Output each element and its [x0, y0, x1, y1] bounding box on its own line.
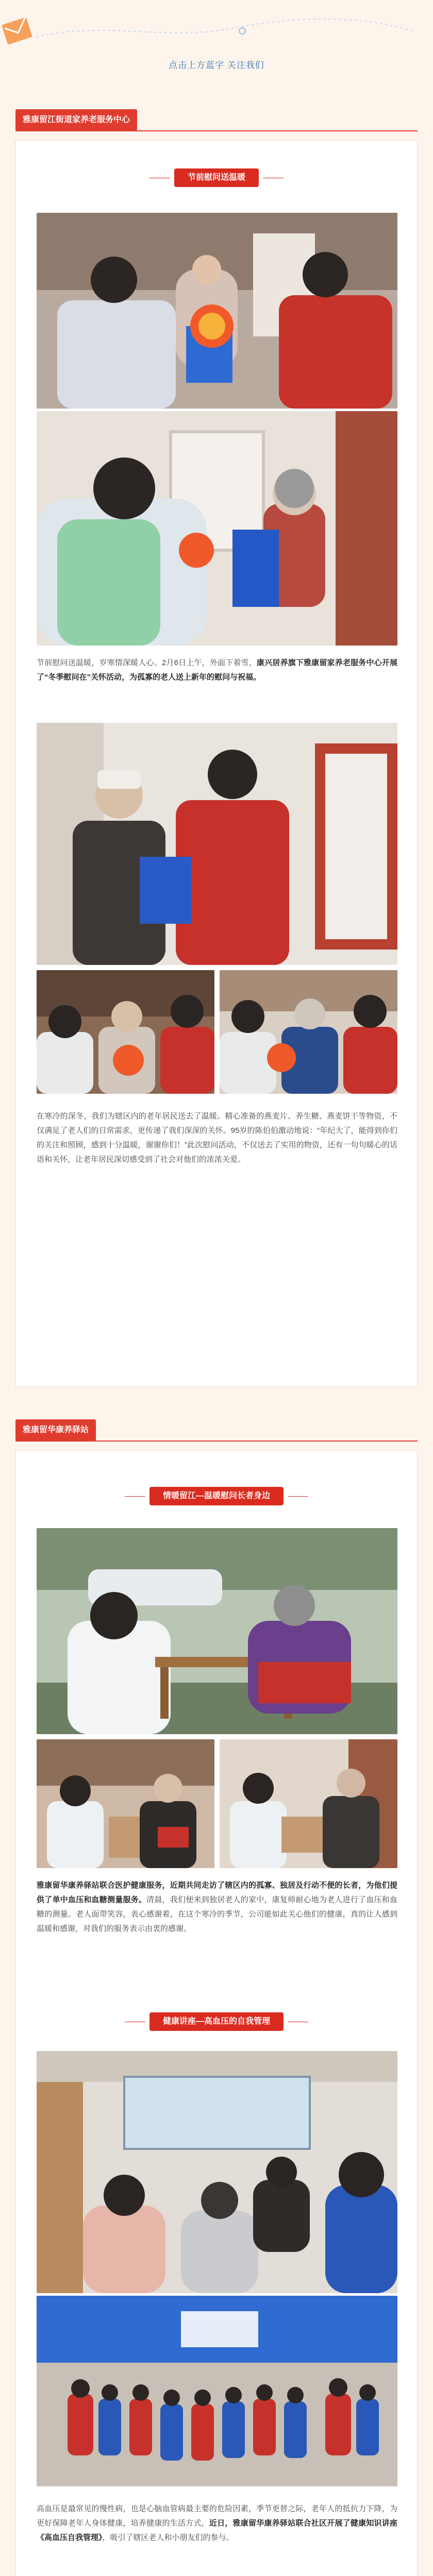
section-title-bar [15, 1419, 96, 1441]
section-divider [15, 130, 418, 131]
section-title: 雅康留华康养驿站 [23, 1426, 89, 1434]
subsection-title: 健康讲座—高血压的自我管理 [149, 2012, 284, 2031]
paragraph-bold-text: 雅康留华康养驿站联合医护健康服务，近期共同走访了辖区内的孤寡、独居及行动不便的长者，为他们提供了单中血压和血糖测量服务。 [37, 1881, 397, 1904]
photo-visit-gift-handover [37, 213, 397, 409]
paragraph [37, 2502, 397, 2545]
section-card [15, 1450, 418, 2576]
photo-visit-elder-indoor [37, 411, 397, 646]
subsection-title: 节前慰问送温暖 [174, 168, 259, 187]
photo-elder-with-staff-right [220, 970, 397, 1094]
follow-us-link[interactable]: 点击上方蓝字 关注我们 [169, 60, 264, 70]
paragraph-bold-text: 康兴居养旗下雅康留家养老服务中心开展了“冬季慰问在”关怀活动，为孤寡的老人送上新年的慰问与祝福。 [37, 658, 397, 682]
paragraph: 在寒冷的深冬，我们为辖区内的老年居民送去了温暖。精心准备的燕麦片、养生糖、燕麦饼干等物资，不仅满足了老人们的日常需求，更传递了我们深深的关怀。95岁的陈伯伯激动地说：“年纪大了，能得到你们的关注和照顾，感到十分温暖，谢谢你们！”此次慰问活动，不仅送去了实用的物资，还有一句句暖心的话语和关怀，让老年居民深切感受到了社会对他们的浓浓关爱。 [37, 1112, 397, 1164]
section-title: 雅康留江街道家养老服务中心 [23, 115, 130, 124]
header [0, 0, 433, 77]
section-divider [15, 1440, 418, 1442]
paragraph-bold-text: 近日，雅康留华康养驿站联合社区开展了健康知识讲座《高血压自我管理》 [37, 2519, 397, 2542]
paragraph-text: 清晨，我们便来到独居老人的家中，康复师耐心地为老人进行了血压和血糖的测量。老人面带笑容，表心感谢着，在这个寒冷的季节，公司能如此关心他们的健康，真的让人感到温暖和感谢，对我们的服务表示由衷的感谢。 [37, 1895, 397, 1933]
paragraph-text: 高血压是最常见的慢性病，也是心脑血管病最主要的危险因素，季节更替之际，老年人的抵抗力下降，为更好保障老年人身体健康，培养健康的生活方式， [37, 2504, 397, 2528]
subsection-title: 情暖留江—温暖慰问长者身边 [149, 1487, 284, 1505]
paragraph-text: ，吸引了辖区老人和小朋友们的参与。 [102, 2533, 234, 2542]
section-card [15, 140, 418, 1387]
photo-gift-to-elder-man [37, 723, 397, 965]
envelope-icon [2, 17, 32, 44]
photo-home-visit-right [220, 1739, 397, 1868]
section-title-bar [15, 109, 137, 131]
photo-blood-pressure-check [37, 1528, 397, 1734]
photo-lecture-group [37, 2296, 397, 2486]
photo-health-lecture-room [37, 2051, 397, 2293]
photo-elder-with-staff-left [37, 970, 214, 1094]
paragraph-text: 节前慰问送温暖，岁寒情深暖人心。2月6日上午，外面下着雪， [37, 658, 257, 667]
photo-home-visit-left [37, 1739, 214, 1868]
paragraph [37, 656, 397, 685]
paragraph [37, 1878, 397, 1936]
